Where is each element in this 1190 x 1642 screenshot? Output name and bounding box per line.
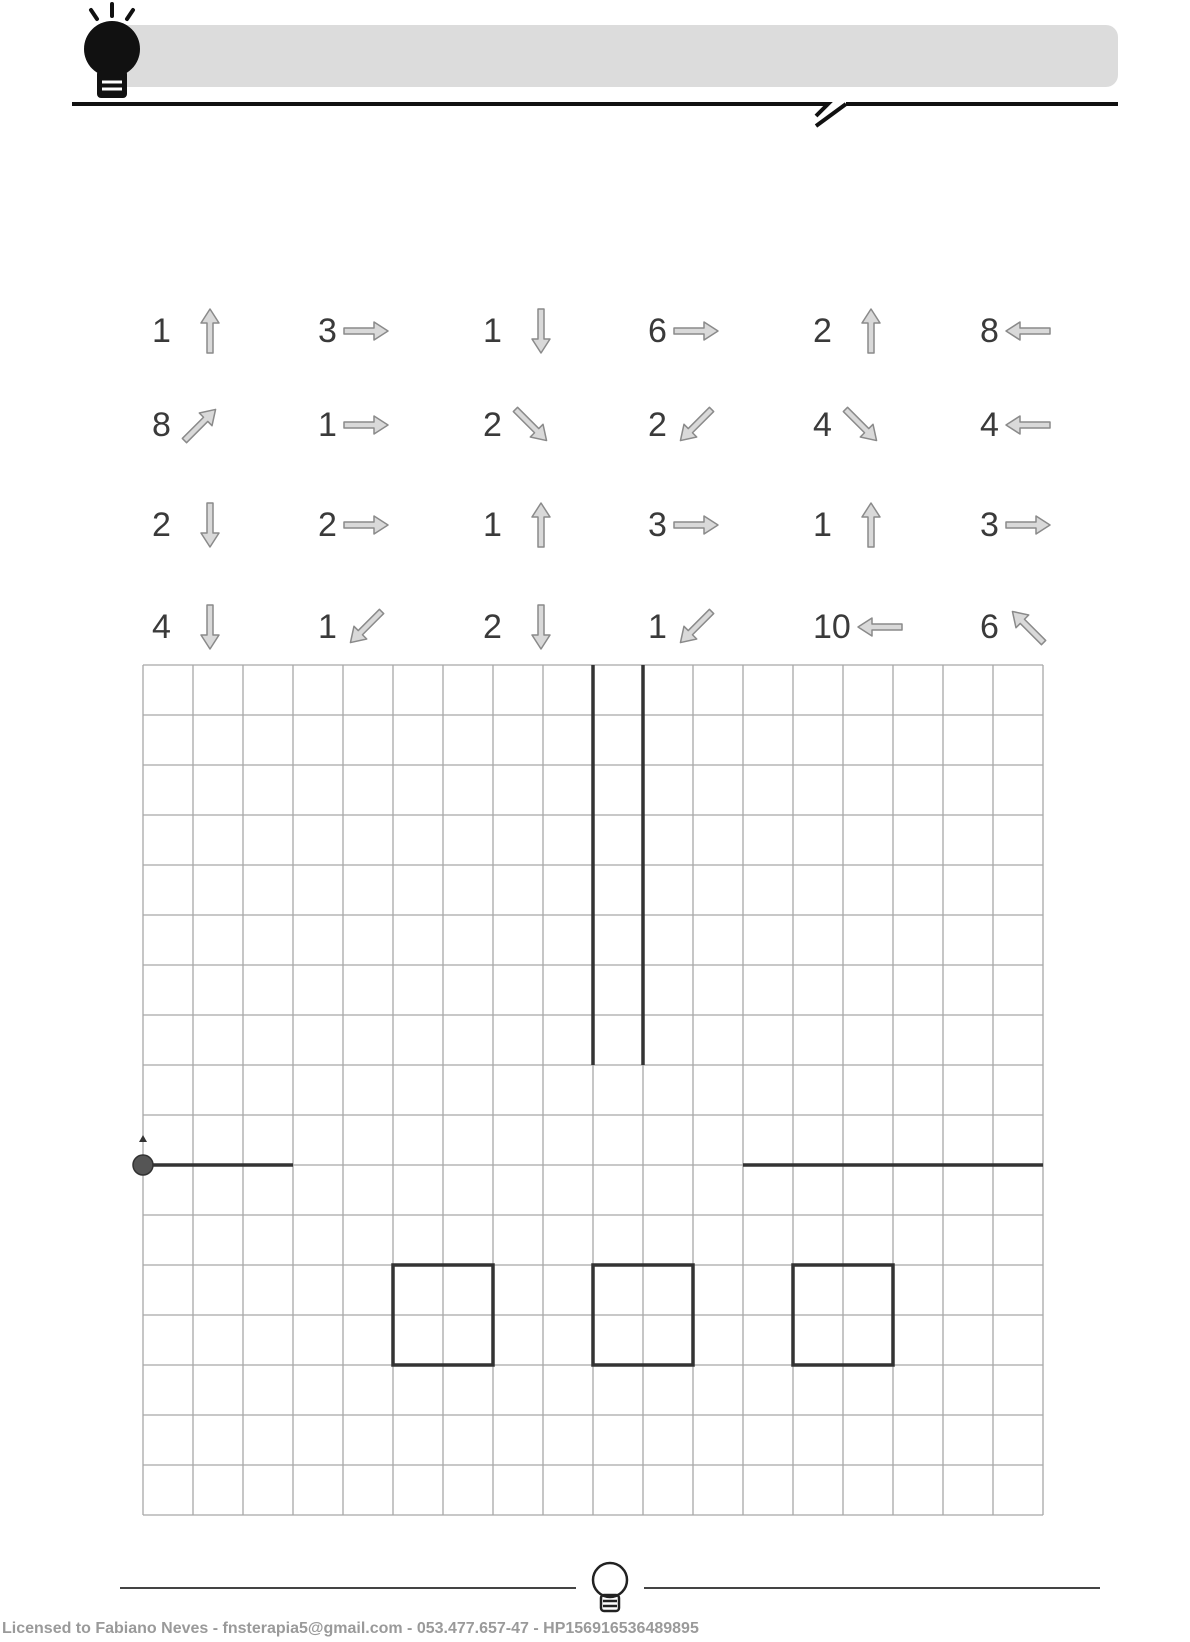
instruction-count: 2 xyxy=(483,405,502,444)
instruction-count: 1 xyxy=(152,311,171,350)
instruction-count: 8 xyxy=(152,405,171,444)
instruction-count: 2 xyxy=(152,505,171,544)
instruction-count: 3 xyxy=(980,505,999,544)
instruction-count: 3 xyxy=(648,505,667,544)
license-footer-text: Licensed to Fabiano Neves - fnsterapia5@gmail.com - 053.477.657-47 - HP156916536489895 xyxy=(2,1620,699,1637)
instruction-count: 8 xyxy=(980,311,999,350)
instruction-count: 4 xyxy=(980,405,999,444)
instruction-count: 1 xyxy=(483,311,502,350)
instruction-count: 4 xyxy=(152,607,171,646)
instruction-count: 1 xyxy=(318,607,337,646)
instruction-count: 1 xyxy=(648,607,667,646)
instruction-count: 4 xyxy=(813,405,832,444)
instruction-count: 1 xyxy=(318,405,337,444)
instruction-count: 2 xyxy=(648,405,667,444)
instruction-count: 1 xyxy=(813,505,832,544)
instruction-count: 6 xyxy=(648,311,667,350)
start-point xyxy=(133,1155,153,1175)
instruction-count: 3 xyxy=(318,311,337,350)
instruction-count: 6 xyxy=(980,607,999,646)
instruction-count: 2 xyxy=(318,505,337,544)
instruction-count: 1 xyxy=(483,505,502,544)
instruction-count: 10 xyxy=(813,607,851,646)
instruction-count: 2 xyxy=(813,311,832,350)
start-direction-marker xyxy=(139,1135,147,1142)
instruction-count: 2 xyxy=(483,607,502,646)
